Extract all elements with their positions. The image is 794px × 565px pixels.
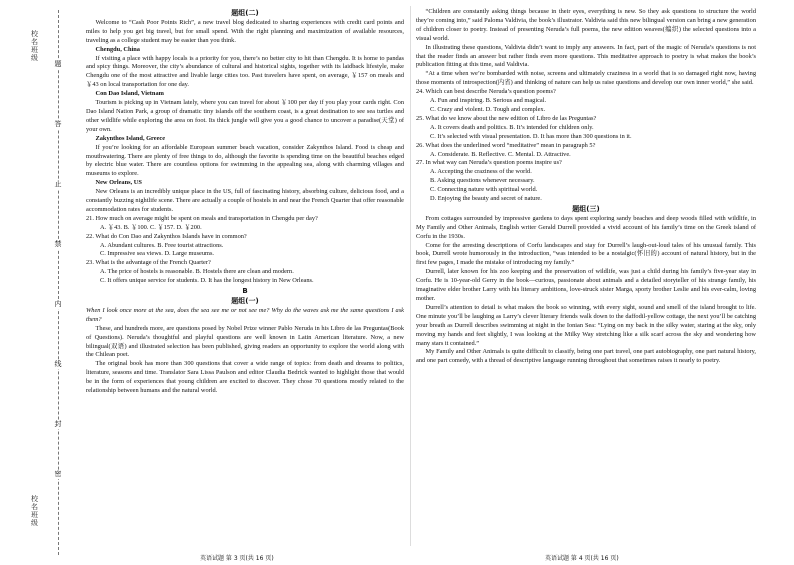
passage-paragraph: These, and hundreds more, are questions posed by Nobel Prize winner Pablo Neruda in his Libro de las Preguntas(Book of Questions). Neruda’s thoughtful and playful questions are well known in Latin American literature. Now, a new bilingual(双语) and illustrated selection has been published, giving readers an opportunity to explore the world along with the Chilean poet. xyxy=(86,324,404,359)
question: 26. What does the underlined word “meditative” mean in paragraph 5? xyxy=(416,141,596,149)
section-title: 题组(二) xyxy=(231,9,259,17)
question-options: A. It covers death and politics. B. It’s intended for children only. xyxy=(429,123,594,131)
place-paragraph: New Orleans is an incredibly unique place in the US, full of fascinating history, absorbing culture, delicious food, and a constantly buzzing nightlife scene. There are actually a couple of hostels in and near the French Quarter that offer reasonable accommodation rates for students. xyxy=(86,188,404,213)
place-heading: Zakynthos Island, Greece xyxy=(95,134,166,142)
section-title: 题组(一) xyxy=(231,297,259,305)
question-options: A. ￥43. B. ￥100. C. ￥157. D. ￥200. xyxy=(99,223,202,231)
section-letter: B xyxy=(242,287,248,296)
question-options: A. Accepting the craziness of the world. xyxy=(429,168,532,176)
place-paragraph: If visiting a place with happy locals is a priority for you, there’s no better city to hit than Chengdu. It is home to pandas and spicy things. Moreover, the city’s abundance of cultural and historical sights, together with its laidback lifestyle, make Chengdu one of the most attractive and livable large cities too. Past travelers have spent, on average, ￥157 on meals and ￥43 on local transportation for one day. xyxy=(86,54,404,89)
binding-word: 密 xyxy=(52,470,64,479)
place-paragraph: If you’re looking for an affordable European summer beach vacation, consider Zakynthos Island. Food is cheap and mouthwatering. There are plenty of free things to do, although the favorite is spending time on the beautiful beaches edged by electric blue water. There are countless options for swimming in the appealing sea, along with charming villages and museums to explore. xyxy=(86,143,404,178)
question-options: C. Impressive sea views. D. Large museums. xyxy=(99,250,215,258)
intro-paragraph: Welcome to “Cash Poor Points Rich”, a new travel blog dedicated to sharing experiences with credit card points and miles to help you get big travel, but for small spend. With the right planning and maximization of available resources, traveling as a college student may be easier than you think. xyxy=(86,18,404,44)
question: 24. Which can best describe Neruda’s question poems? xyxy=(416,88,556,96)
page-footer: 英语试题 第 3 页(共 16 页) xyxy=(200,555,274,562)
binding-word: 封 xyxy=(52,420,64,429)
passage-paragraph: Durrell’s attention to detail is what makes the book so winning, with every sight, sound and smell of the island brought to life. One minute you’ll be laughing as Larry’s clever literary friends walk down to the daffodil-yellow cottage, the next you’ll be catching your breath as Durrell describes swimming at night in the Ionian Sea: “Lying on my back in the silky water, staring at the sky, only moving my hands and feet slightly, I was looking at the Milky Way stretching like a silk scarf across the sky and wondering how many stars it contained.” xyxy=(416,303,756,347)
passage-paragraph: Come for the arresting descriptions of Corfu landscapes and stay for Durrell’s laugh-out-loud tales of his unusual family. This book, Durrell wrote humorously in the introduction, “was intended to be a nostalgic(怀旧的) account of natural history, but in the first few pages, I made the mistake of introducing my family.” xyxy=(416,241,756,267)
question-options: B. Asking questions whenever necessary. xyxy=(429,177,535,185)
poem-intro: When I look once more at the sea, does the sea see me or not see me? Why do the waves ask me the same questions I ask them? xyxy=(86,306,404,323)
question-options: A. Considerate. B. Reflective. C. Mental. D. Attractive. xyxy=(429,150,571,158)
question-options: D. Enjoying the beauty and secret of nature. xyxy=(429,195,542,203)
binding-word: 禁 xyxy=(52,240,64,249)
binding-margin xyxy=(0,0,80,565)
question-options: C. It offers unique service for students. D. It has the longest history in New Orleans. xyxy=(99,277,314,285)
passage-paragraph: In illustrating these questions, Valdivia didn’t want to imply any answers. In fact, part of the magic of Neruda’s questions is not that the reader finds an answer but rather finds even more questions. This meditative approach to poetry is what makes the book’s publication fitting at this time, said Valdivia. xyxy=(416,43,756,69)
school-class-label-top: 校 名 班 级 xyxy=(31,30,38,62)
binding-word: 线 xyxy=(52,360,64,369)
place-heading: Chengdu, China xyxy=(95,45,140,53)
passage-paragraph: “At a time when we’re bombarded with noise, screens and ultimately craziness in a world that is so damaged right now, having those moments of introspection(内省) and thinking of nature can help us raise questions and develop our own inner world,” she said. xyxy=(416,70,756,87)
question-options: A. The price of hostels is reasonable. B. Hostels there are clean and modern. xyxy=(99,268,294,276)
question: 25. What do we know about the new edition of Libro de las Preguntas? xyxy=(416,114,597,122)
question-options: C. Crazy and violent. D. Tough and complex. xyxy=(429,105,546,113)
question: 22. What do Con Dao and Zakynthos Islands have in common? xyxy=(86,232,247,240)
question-options: A. Fun and inspiring. B. Serious and magical. xyxy=(429,97,547,105)
passage-paragraph: Durrell, later known for his zoo keeping and the preservation of wildlife, was just a child during his family’s five-year stay in Corfu. He is 10-year-old Gerry in the book—curious, passionate about animals and a detailed storyteller of his strange family, his imaginative elder brother Larry with his literary ambitions, love-struck sister Marga, sporty brother Leslie and his ever-calm, loving mother. xyxy=(416,268,756,302)
section-title: 题组(三) xyxy=(572,204,600,213)
question-options: C. It’s selected with visual presentation. D. It has more than 300 questions in it. xyxy=(429,132,632,140)
passage-paragraph: The original book has more than 300 questions that cover a wide range of topics: from death and dreams to politics, literature, seasons and time. Translator Sara Lissa Paulson and editor Claudia Bedrick wanted to highlight those that would be in the form of experiences that young children are excited to discover. They chose 70 questions mostly related to the relationship between humans and the natural world. xyxy=(86,360,404,395)
binding-word: 题 xyxy=(52,60,64,69)
question-options: A. Abundant cultures. B. Free tourist attractions. xyxy=(99,241,224,249)
binding-word: 内 xyxy=(52,300,64,309)
school-class-label-bottom: 校 名 班 级 xyxy=(31,495,38,527)
passage-paragraph: From cottages surrounded by impressive gardens to days spent exploring sandy beaches and deep woods filled with wildlife, in My Family and Other Animals, English writer Gerald Durrell provided a vivid account of his family’s time on the Greek island of Corfu in the 1930s. xyxy=(416,214,756,240)
left-column xyxy=(86,8,404,396)
question: 23. What is the advantage of the French Quarter? xyxy=(86,259,211,267)
binding-word: 止 xyxy=(52,180,64,189)
question: 21. How much on average might be spent on meals and transportation in Chengdu per day? xyxy=(86,214,318,222)
right-column xyxy=(416,8,756,366)
place-paragraph: Tourism is picking up in Vietnam lately, where you can travel for about ￥100 per day if you play your cards right. Con Dao Island Nation Park, a group of dramatic tiny islands off the southern coast, is a great destination to see sea turtles and other wildlife while exploring the area on foot. Its thick jungle will give you a good chance to uncover a paradise(天堂) of your own. xyxy=(86,99,404,133)
passage-paragraph: My Family and Other Animals is quite difficult to classify, being one part travel, one part autobiography, one part natural history, and one part comedy, with a thread of descriptive language running throughout that sometimes raises it nearly to poetry. xyxy=(416,348,756,365)
passage-paragraph: “Children are constantly asking things because in their eyes, everything is new. So they ask questions to structure the world they’re coming into,” said Paloma Valdivia, the book’s illustrator. Valdivia said this new bilingual version can bring a new generation of children closer to poetry. Instead of presenting Neruda’s full poems, the new edition weaves(编织) the selected questions into a visual world. xyxy=(416,8,756,42)
place-heading: New Orleans, US xyxy=(95,179,142,187)
question: 27. In what way can Neruda’s question poems inspire us? xyxy=(416,159,562,167)
question-options: C. Connecting nature with spiritual world. xyxy=(429,186,538,194)
page-footer: 英语试题 第 4 页(共 16 页) xyxy=(545,555,619,562)
column-divider xyxy=(410,6,411,546)
place-heading: Con Dao Island, Vietnam xyxy=(95,90,164,98)
binding-word: 答 xyxy=(52,120,64,129)
